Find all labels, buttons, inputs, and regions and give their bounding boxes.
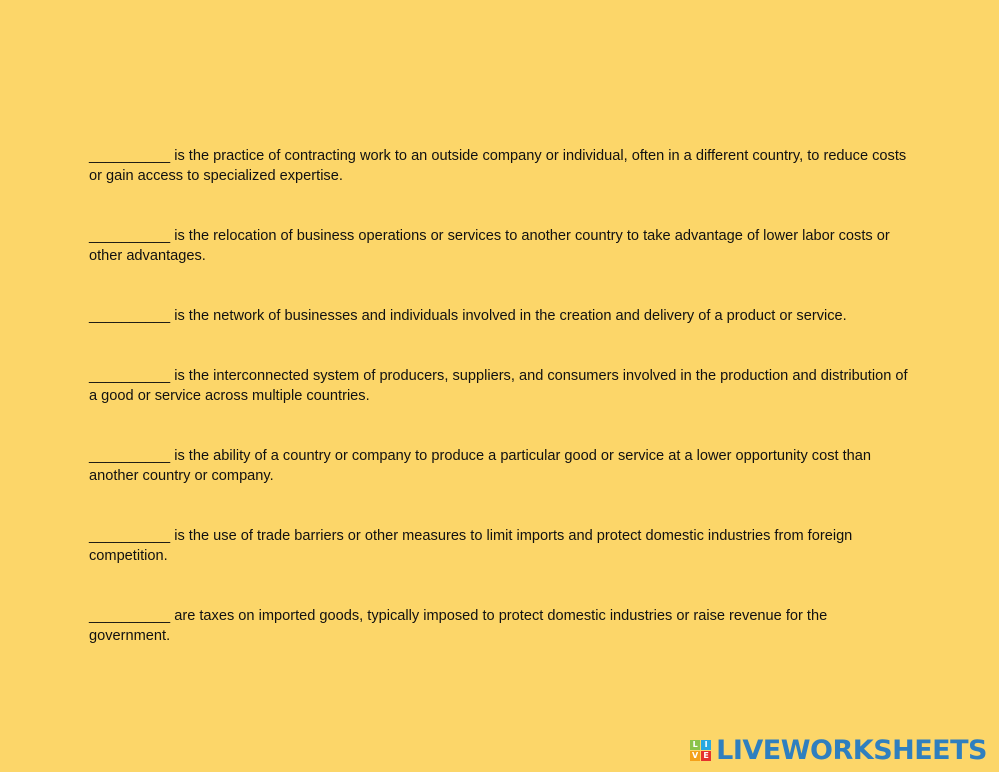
badge-letter-e: E (701, 751, 711, 761)
question-offshoring: __________ is the relocation of business operations or services to another country to take advantage of lower labor costs or other advantages. (89, 228, 890, 264)
logo-wordmark: LIVEWORKSHEETS (716, 735, 987, 766)
question-value-chain: __________ is the network of businesses and individuals involved in the creation and delivery of a product or service. (89, 308, 847, 324)
question-comparative-advantage: __________ is the ability of a country or company to produce a particular good or service at a lower opportunity cost than another country or company. (89, 448, 872, 484)
badge-letter-l: L (690, 740, 700, 750)
question-global-supply-chain: __________ is the interconnected system of producers, suppliers, and consumers involved in the production and distribution of a good or service across multiple countries. (89, 368, 908, 404)
worksheet-questions (89, 146, 909, 686)
badge-letter-i: I (701, 740, 711, 750)
live-badge-icon (690, 740, 711, 761)
question-outsourcing: __________ is the practice of contracting work to an outside company or individual, often in a different country, to reduce costs or gain access to specialized expertise. (89, 148, 907, 184)
question-tariffs: __________ are taxes on imported goods, typically imposed to protect domestic industries or raise revenue for the government. (89, 608, 828, 644)
question-protectionism: __________ is the use of trade barriers or other measures to limit imports and protect domestic industries from foreign competition. (89, 528, 853, 564)
badge-letter-v: V (692, 751, 699, 760)
liveworksheets-logo[interactable] (690, 737, 987, 764)
